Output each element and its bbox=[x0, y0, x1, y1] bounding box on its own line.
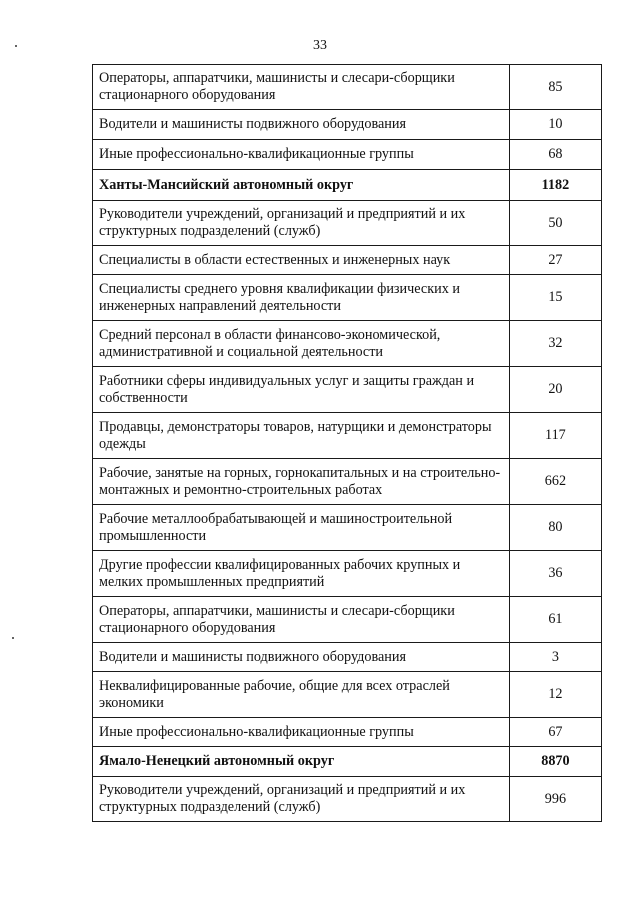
occupation-count: 68 bbox=[509, 140, 601, 170]
occupation-group-label: Работники сферы индивидуальных услуг и защиты граждан и собственности bbox=[93, 367, 510, 413]
occupation-count: 3 bbox=[509, 643, 601, 672]
table-row bbox=[93, 505, 602, 551]
occupation-count: 15 bbox=[509, 275, 601, 321]
occupation-group-label: Операторы, аппаратчики, машинисты и слесари-сборщики стационарного оборудования bbox=[93, 597, 510, 643]
table-row bbox=[93, 321, 602, 367]
occupation-group-label: Другие профессии квалифицированных рабочих крупных и мелких промышленных предприятий bbox=[93, 551, 510, 597]
table-row bbox=[93, 459, 602, 505]
occupation-count: 80 bbox=[509, 505, 601, 551]
occupation-group-label: Водители и машинисты подвижного оборудования bbox=[93, 110, 510, 140]
table-row bbox=[93, 201, 602, 246]
region-total: 8870 bbox=[509, 747, 601, 777]
table-row bbox=[93, 551, 602, 597]
occupation-group-label: Водители и машинисты подвижного оборудования bbox=[93, 643, 510, 672]
table-row bbox=[93, 718, 602, 747]
occupation-count: 117 bbox=[509, 413, 601, 459]
occupation-count: 85 bbox=[509, 65, 601, 110]
table-row bbox=[93, 672, 602, 718]
table-row bbox=[93, 275, 602, 321]
page-number: 33 bbox=[313, 38, 327, 53]
region-name: Ямало-Ненецкий автономный округ bbox=[93, 747, 510, 777]
occupation-group-label: Руководители учреждений, организаций и предприятий и их структурных подразделений (служб) bbox=[93, 201, 510, 246]
occupation-group-label: Рабочие металлообрабатывающей и машиностроительной промышленности bbox=[93, 505, 510, 551]
occupation-group-label: Специалисты в области естественных и инженерных наук bbox=[93, 246, 510, 275]
occupation-count: 36 bbox=[509, 551, 601, 597]
region-name: Ханты-Мансийский автономный округ bbox=[93, 170, 510, 201]
region-total: 1182 bbox=[509, 170, 601, 201]
scan-speck-mid-left bbox=[12, 637, 14, 639]
occupation-count: 50 bbox=[509, 201, 601, 246]
occupation-group-label: Неквалифицированные рабочие, общие для всех отраслей экономики bbox=[93, 672, 510, 718]
table-row bbox=[93, 643, 602, 672]
occupation-count: 61 bbox=[509, 597, 601, 643]
occupation-count: 10 bbox=[509, 110, 601, 140]
occupation-group-label: Руководители учреждений, организаций и предприятий и их структурных подразделений (служб) bbox=[93, 777, 510, 822]
table-row bbox=[93, 65, 602, 110]
occupation-count: 27 bbox=[509, 246, 601, 275]
table-row bbox=[93, 413, 602, 459]
occupation-table bbox=[92, 64, 602, 822]
occupation-group-label: Операторы, аппаратчики, машинисты и слесари-сборщики стационарного оборудования bbox=[93, 65, 510, 110]
occupation-group-label: Средний персонал в области финансово-экономической, административной и социальной деятельности bbox=[93, 321, 510, 367]
occupation-count: 662 bbox=[509, 459, 601, 505]
table-row bbox=[93, 777, 602, 822]
table-row bbox=[93, 246, 602, 275]
region-row bbox=[93, 170, 602, 201]
occupation-count: 996 bbox=[509, 777, 601, 822]
table-row bbox=[93, 597, 602, 643]
occupation-group-label: Иные профессионально-квалификационные группы bbox=[93, 140, 510, 170]
table-row bbox=[93, 110, 602, 140]
occupation-group-label: Иные профессионально-квалификационные группы bbox=[93, 718, 510, 747]
region-row bbox=[93, 747, 602, 777]
occupation-count: 20 bbox=[509, 367, 601, 413]
occupation-group-label: Специалисты среднего уровня квалификации физических и инженерных направлений деятельности bbox=[93, 275, 510, 321]
occupation-count: 32 bbox=[509, 321, 601, 367]
occupation-group-label: Продавцы, демонстраторы товаров, натурщики и демонстраторы одежды bbox=[93, 413, 510, 459]
table-row bbox=[93, 140, 602, 170]
table-row bbox=[93, 367, 602, 413]
occupation-count: 12 bbox=[509, 672, 601, 718]
occupation-table-body bbox=[93, 65, 602, 822]
occupation-group-label: Рабочие, занятые на горных, горнокапитальных и на строительно-монтажных и ремонтно-строительных работах bbox=[93, 459, 510, 505]
occupation-count: 67 bbox=[509, 718, 601, 747]
